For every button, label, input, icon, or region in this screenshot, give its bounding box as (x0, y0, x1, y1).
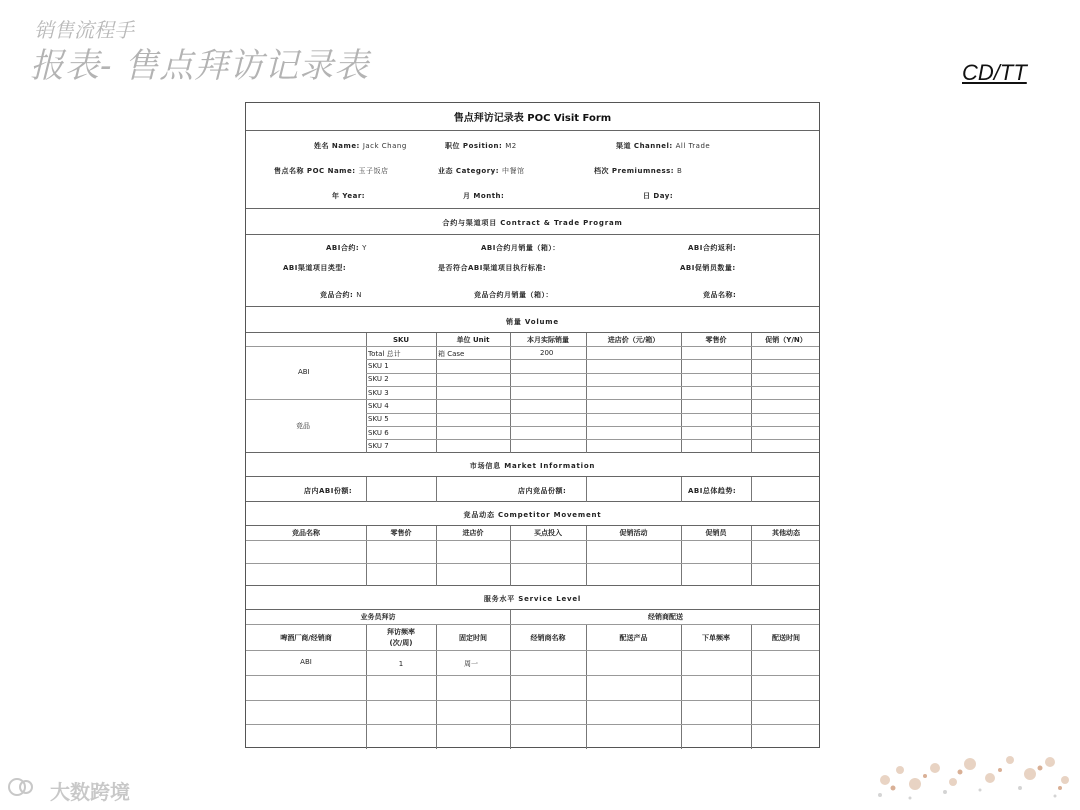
comp-monthly-label[interactable]: 竞品合约月销量（箱）： (474, 291, 553, 299)
brand-label: CD/TT (962, 60, 1027, 85)
comp-share-label: 店内竞品份额: (518, 487, 567, 495)
contract-section-title: 合约与渠道项目 Contract & Trade Program (442, 219, 623, 227)
sku-row-6: SKU 6 (368, 429, 389, 437)
sku-row-4: SKU 4 (368, 402, 389, 410)
abi-share-label: 店内ABI份额: (304, 487, 353, 495)
sku-row-total: Total 总计 (368, 350, 401, 358)
comp-col-retail: 零售价 (390, 529, 412, 537)
comp-contract-label: 竞品合约: N (320, 291, 362, 299)
sku-row-1: SKU 1 (368, 362, 389, 370)
volume-section-header (246, 307, 819, 333)
vol-col-unit: 单位 Unit (456, 336, 490, 344)
comp-col-other: 其他动态 (772, 529, 800, 537)
vol-col-promo: 促销（Y/N） (765, 336, 807, 344)
vol-col-sku: SKU (392, 336, 410, 344)
premium-value[interactable]: B (677, 167, 683, 175)
comp-name-label[interactable]: 竞品名称: (703, 291, 737, 299)
abi-standard-label[interactable]: 是否符合ABI渠道项目执行标准: (438, 264, 547, 272)
service-section-title: 服务水平 Service Level (483, 595, 582, 603)
comp-col-promoter: 促销员 (705, 529, 727, 537)
service-table (246, 610, 819, 749)
poc-visit-form (245, 102, 820, 748)
competitor-section-title: 竞品动态 Competitor Movement (463, 511, 602, 519)
abi-rebate-label[interactable]: ABI合约返利: (688, 244, 737, 252)
comp-col-promo: 促销活动 (619, 529, 648, 537)
month-label[interactable]: 月 Month: (463, 192, 505, 200)
floral-decoration-icon (865, 740, 1080, 810)
comp-col-name: 竞品名称 (292, 529, 320, 537)
position-label: 职位 Position: M2 (445, 142, 517, 150)
group-competitor: 竞品 (296, 422, 310, 430)
svc-col-vendor: 啤酒厂商/经销商 (280, 634, 332, 642)
watermark-logo-icon (8, 776, 34, 798)
comp-col-investment: 买点投入 (534, 529, 562, 537)
info-block (246, 131, 819, 209)
volume-section-title: 销量 Volume (506, 318, 559, 326)
market-section-title: 市场信息 Market Information (469, 462, 596, 470)
premium-label: 档次 Premiumness: B (594, 167, 683, 175)
service-section-header (246, 586, 819, 610)
volume-table (246, 333, 819, 453)
sku-row-2: SKU 2 (368, 375, 389, 383)
svc-row1-freq[interactable]: 1 (398, 660, 404, 668)
sku-row-3: SKU 3 (368, 389, 389, 397)
contract-block (246, 235, 819, 307)
abi-contract-label: ABI合约: Y (326, 244, 367, 252)
form-title: 售点拜访记录表 POC Visit Form (453, 113, 612, 124)
svc-col-order-freq: 下单频率 (702, 634, 730, 642)
abi-monthly-label[interactable]: ABI合约月销量（箱）： (481, 244, 560, 252)
contract-section-header (246, 209, 819, 235)
channel-label: 渠道 Channel: All Trade (616, 142, 711, 150)
svc-col-delivery-time: 配送时间 (772, 634, 800, 642)
page-title: 报表- 售点拜访记录表 (30, 46, 370, 86)
name-label: 姓名 Name: Jack Chang (314, 142, 407, 150)
svc-col-freq: 拜访频率 (次/周) (387, 628, 415, 647)
vol-col-volume: 本月实际销量 (527, 336, 569, 344)
position-value[interactable]: M2 (505, 142, 517, 150)
vol-col-retail: 零售价 (705, 336, 727, 344)
svc-col-time: 固定时间 (459, 634, 487, 642)
comp-contract-value[interactable]: N (356, 291, 362, 299)
category-value[interactable]: 中餐馆 (501, 167, 525, 175)
category-label: 业态 Category: 中餐馆 (438, 167, 525, 175)
svc-row1-vendor[interactable]: ABI (300, 658, 312, 666)
form-title-row (246, 103, 819, 131)
poc-value[interactable]: 玉子饭店 (358, 167, 389, 175)
name-value[interactable]: Jack Chang (362, 142, 407, 150)
market-row (246, 477, 819, 502)
vol-col-price: 进店价（元/箱） (607, 336, 660, 344)
year-label[interactable]: 年 Year: (332, 192, 366, 200)
volume-row-total[interactable]: 200 (540, 349, 554, 357)
svc-col-product: 配送产品 (619, 634, 648, 642)
abi-promoter-label[interactable]: ABI促销员数量: (680, 264, 736, 272)
channel-value[interactable]: All Trade (675, 142, 711, 150)
abi-contract-value[interactable]: Y (362, 244, 367, 252)
competitor-section-header (246, 502, 819, 526)
sku-row-7: SKU 7 (368, 442, 389, 450)
unit-row-total[interactable]: 箱 Case (438, 350, 465, 358)
comp-col-price: 进店价 (462, 529, 484, 537)
market-section-header (246, 453, 819, 477)
poc-label: 售点名称 POC Name: 玉子饭店 (274, 167, 389, 175)
abi-channel-type-label[interactable]: ABI渠道项目类型: (283, 264, 347, 272)
group-abi: ABI (298, 368, 310, 376)
svc-col-dealer: 经销商名称 (530, 634, 566, 642)
day-label[interactable]: 日 Day: (643, 192, 674, 200)
svc-row1-time[interactable]: 周一 (464, 660, 478, 668)
service-group-delivery: 经销商配送 (648, 613, 683, 621)
service-group-visit: 业务员拜访 (360, 613, 396, 621)
watermark-text: 大数跨境 (50, 780, 130, 804)
abi-trend-label: ABI总体趋势: (688, 487, 737, 495)
competitor-table (246, 526, 819, 586)
sku-row-5: SKU 5 (368, 415, 389, 423)
section-subtitle: 销售流程手 (34, 18, 134, 42)
